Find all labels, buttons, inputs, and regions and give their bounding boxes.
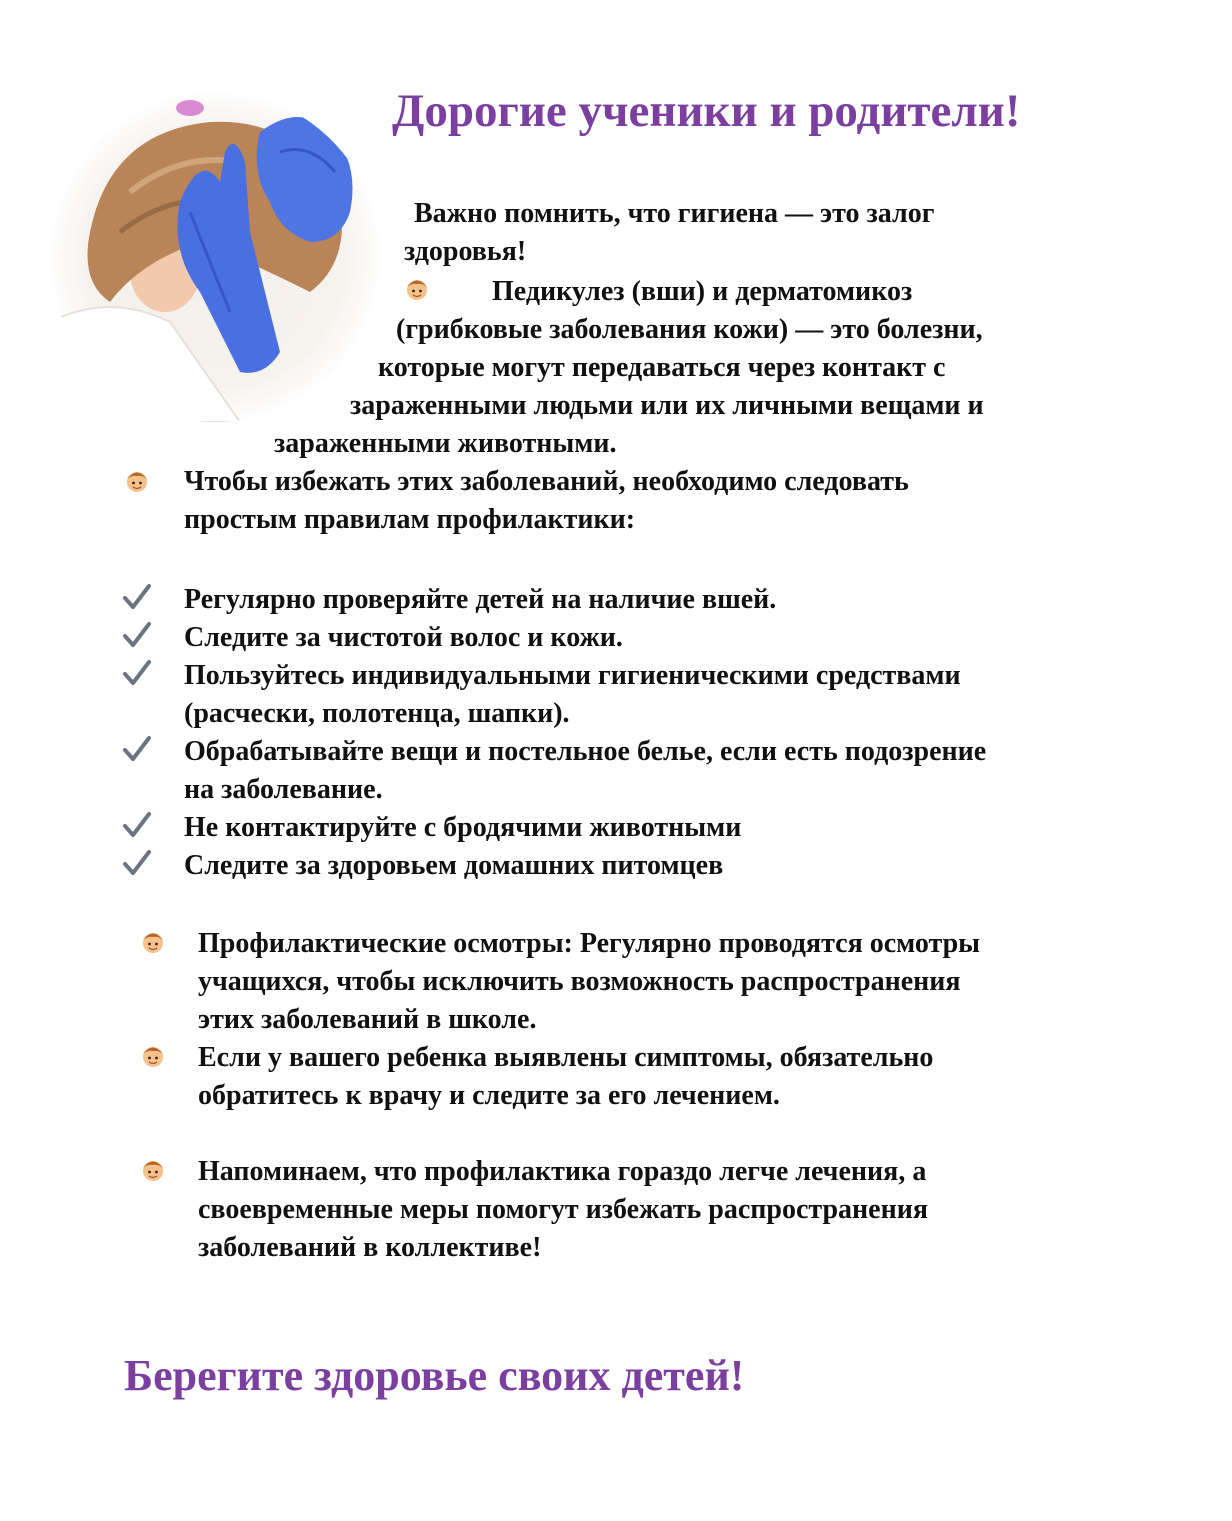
note-1-line-2: учащихся, чтобы исключить возможность распространения <box>198 966 961 997</box>
boy-face-emoji-icon <box>140 1043 166 1069</box>
check-mark-icon <box>122 735 152 763</box>
note-1-line-3: этих заболеваний в школе. <box>198 1004 537 1035</box>
photo-child-head-examination <box>50 92 380 422</box>
check-mark-icon <box>122 849 152 877</box>
boy-face-emoji-icon <box>140 929 166 955</box>
footer-slogan: Берегите здоровье своих детей! <box>124 1351 745 1400</box>
rule-2: Следите за чистотой волос и кожи. <box>184 622 623 653</box>
note-3-line-3: заболеваний в коллективе! <box>198 1232 542 1263</box>
intro-paragraph-line-3: которые могут передаваться через контакт с <box>378 352 946 383</box>
intro-paragraph-line-4: зараженными людьми или их личными вещами и <box>350 390 984 421</box>
page-title: Дорогие ученики и родители! <box>392 85 1021 137</box>
note-3-line-2: своевременные меры помогут избежать распространения <box>198 1194 929 1225</box>
note-2-line-2: обратитесь к врачу и следите за его лечением. <box>198 1080 780 1111</box>
intro-paragraph-line-2: (грибковые заболевания кожи) — это болезни, <box>396 314 983 345</box>
check-mark-icon <box>122 583 152 611</box>
check-mark-icon <box>122 811 152 839</box>
boy-face-emoji-icon <box>140 1157 166 1183</box>
note-1-line-1: Профилактические осмотры: Регулярно проводятся осмотры <box>198 928 981 959</box>
intro-line-2: здоровья! <box>404 236 527 267</box>
prevention-line-1: Чтобы избежать этих заболеваний, необходимо следовать <box>184 466 909 497</box>
rule-3-line-2: (расчески, полотенца, шапки). <box>184 698 570 729</box>
rule-4-line-2: на заболевание. <box>184 774 383 805</box>
note-3-line-1: Напоминаем, что профилактика гораздо легче лечения, а <box>198 1156 927 1187</box>
rule-1: Регулярно проверяйте детей на наличие вшей. <box>184 584 777 615</box>
rule-6: Следите за здоровьем домашних питомцев <box>184 850 724 881</box>
child-head-examination-icon <box>50 92 380 422</box>
rule-3-line-1: Пользуйтесь индивидуальными гигиеническими средствами <box>184 660 961 691</box>
intro-line-1: Важно помнить, что гигиена — это залог <box>414 198 935 229</box>
boy-face-emoji-icon <box>404 276 430 302</box>
prevention-line-2: простым правилам профилактики: <box>184 504 636 535</box>
boy-face-emoji-icon <box>124 468 150 494</box>
check-mark-icon <box>122 659 152 687</box>
check-mark-icon <box>122 621 152 649</box>
intro-paragraph-line-5: зараженными животными. <box>274 428 617 459</box>
intro-paragraph-line-1: Педикулез (вши) и дерматомикоз <box>492 276 913 307</box>
note-2-line-1: Если у вашего ребенка выявлены симптомы, обязательно <box>198 1042 934 1073</box>
rule-4-line-1: Обрабатывайте вещи и постельное белье, если есть подозрение <box>184 736 987 767</box>
rule-5: Не контактируйте с бродячими животными <box>184 812 742 843</box>
